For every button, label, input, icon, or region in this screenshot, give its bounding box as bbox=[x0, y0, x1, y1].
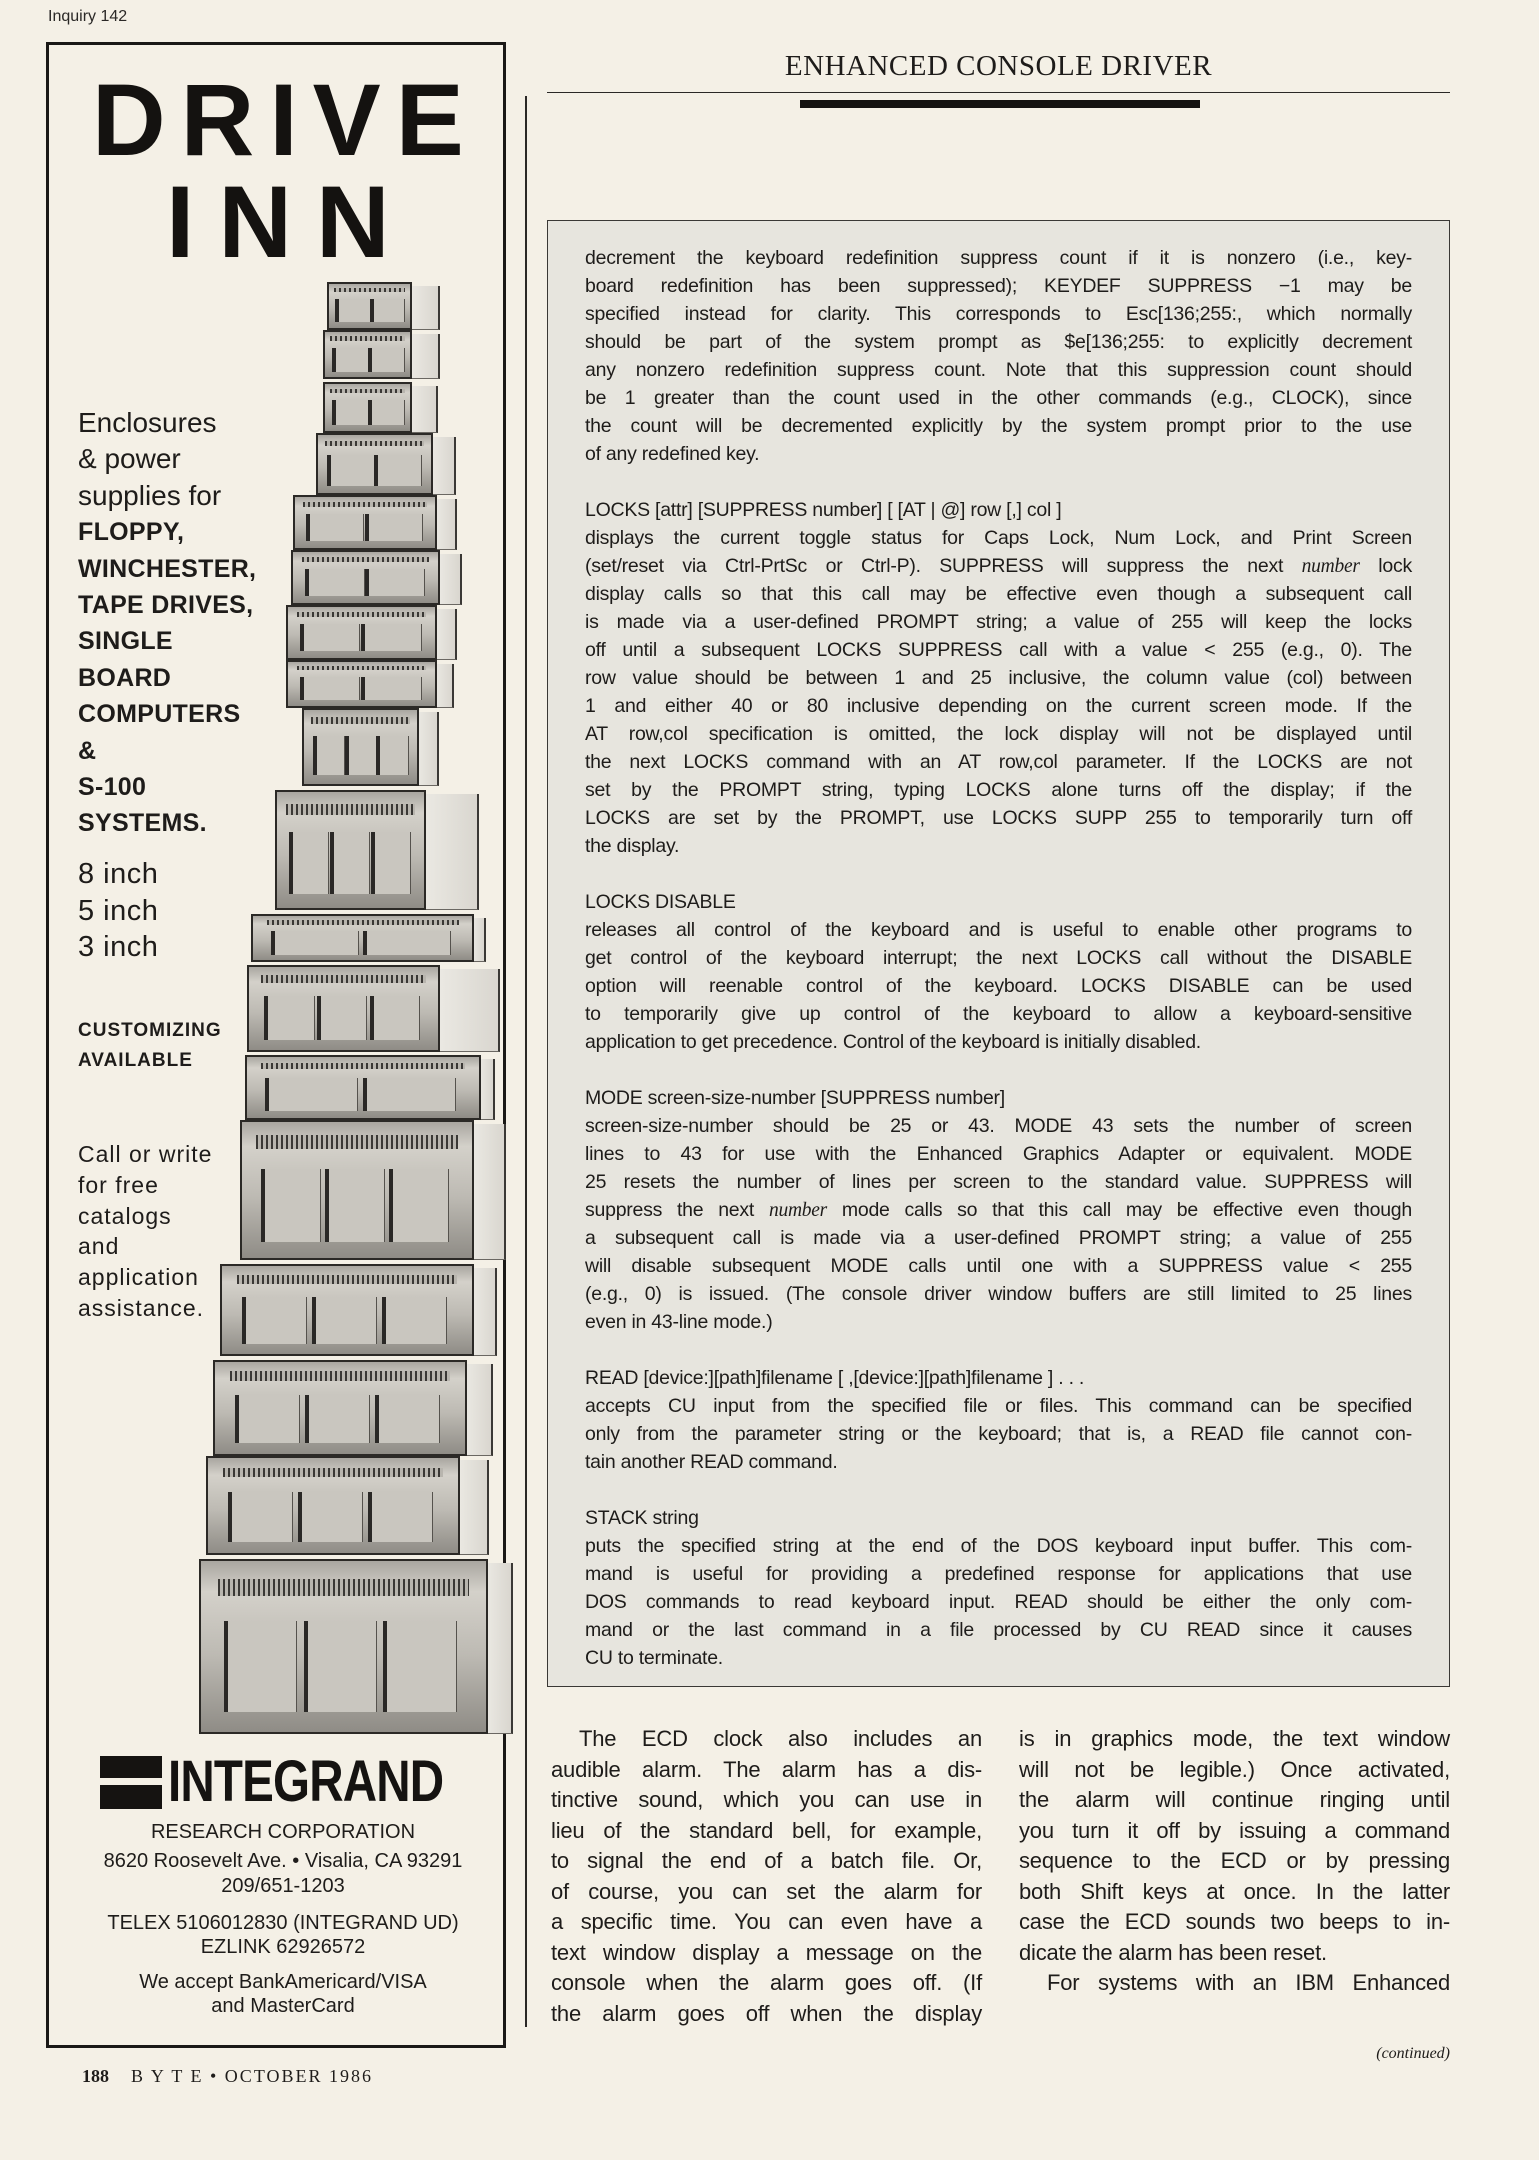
text-line: screen-size-number should be 25 or 43. MODE 43 sets the number of screen bbox=[585, 1115, 1412, 1137]
text-line: LOCKS are set by the PROMPT, use LOCKS SUPP 255 to temporarily turn off bbox=[585, 807, 1412, 829]
call-line: Call or write bbox=[78, 1141, 213, 1167]
drive-bay bbox=[361, 677, 422, 700]
feature-line: COMPUTERS bbox=[78, 700, 241, 729]
feature-line: & power bbox=[78, 443, 181, 475]
text-line: will disable subsequent MODE calls until one with a SUPPRESS value < 255 bbox=[585, 1255, 1412, 1277]
text-line: decrement the keyboard redefinition suppress count if it is nonzero (i.e., key- bbox=[585, 247, 1412, 269]
text-line: mand is useful for providing a predefined response for applications that use bbox=[585, 1563, 1412, 1585]
drive-bay bbox=[306, 514, 364, 541]
text-line: to signal the end of a batch file. Or, bbox=[551, 1848, 982, 1873]
text-line: dicate the alarm has been reset. bbox=[1019, 1939, 1327, 1965]
text-line: tinctive sound, which you can use in bbox=[551, 1787, 982, 1812]
page-footer bbox=[82, 2066, 373, 2087]
feature-line: SYSTEMS. bbox=[78, 809, 207, 838]
drive-bay bbox=[261, 1169, 321, 1241]
feature-line: S-100 bbox=[78, 773, 147, 802]
drive-bay bbox=[271, 931, 359, 954]
text-line: be 1 greater than the count used in the other commands (e.g., CLOCK), since bbox=[585, 387, 1412, 409]
vent-slots bbox=[311, 717, 410, 724]
text-line: sequence to the ECD or by pressing bbox=[1019, 1848, 1450, 1873]
enclosure-side bbox=[431, 437, 456, 495]
drive-bay bbox=[363, 931, 451, 954]
text-line: is in graphics mode, the text window bbox=[1019, 1726, 1450, 1751]
drive-bay bbox=[335, 299, 371, 322]
vent-slots bbox=[267, 920, 459, 924]
drive-bay bbox=[383, 1621, 456, 1711]
enclosure-side bbox=[479, 1059, 495, 1120]
command-syntax: READ [device:][path]filename [ ,[device:][path]filename ] . . . bbox=[585, 1367, 1085, 1389]
vent-slots bbox=[286, 804, 416, 816]
text-line: CU to terminate. bbox=[585, 1647, 723, 1669]
drive-bay bbox=[317, 996, 367, 1041]
text-line: set by the PROMPT string, typing LOCKS alone turns off the display; if the bbox=[585, 779, 1412, 801]
enclosure-side bbox=[435, 499, 457, 550]
enclosure-unit bbox=[206, 1456, 460, 1555]
text-line: the alarm goes off when the display bbox=[551, 2000, 982, 2026]
italic-term: number bbox=[768, 1200, 828, 1221]
enclosure-side bbox=[472, 1268, 497, 1356]
text-line: tain another READ command. bbox=[585, 1451, 838, 1473]
text-line: should be part of the system prompt as $e[136;255: to explicitly decrement bbox=[585, 331, 1412, 353]
text-fragment: lock bbox=[1359, 555, 1412, 577]
enclosure-unit bbox=[286, 660, 437, 708]
enclosure-side bbox=[410, 386, 437, 433]
enclosure-unit bbox=[302, 708, 419, 786]
text-line: audible alarm. The alarm has a dis- bbox=[551, 1756, 982, 1782]
enclosure-side bbox=[472, 918, 486, 962]
text-line: For systems with an IBM Enhanced bbox=[1047, 1970, 1450, 1995]
call-line: and bbox=[78, 1233, 120, 1260]
command-reference-box bbox=[547, 220, 1450, 1687]
text-line: the next LOCKS command with an AT row,col parameter. If the LOCKS are not bbox=[585, 751, 1412, 773]
command-syntax: LOCKS DISABLE bbox=[585, 891, 736, 913]
ad-size-list bbox=[78, 856, 158, 966]
text-line: only from the parameter string or the keyboard; that is, a READ file cannot con- bbox=[585, 1423, 1412, 1445]
feature-line: Enclosures bbox=[78, 407, 217, 438]
company-phone: 209/651-1203 bbox=[221, 1875, 345, 1897]
drive-bay bbox=[332, 400, 369, 425]
company-ezlink: EZLINK 62926572 bbox=[200, 1936, 366, 1958]
page-number: 188 bbox=[82, 2066, 109, 2086]
enclosure-unit bbox=[275, 790, 426, 910]
drive-bay bbox=[371, 832, 411, 893]
size-line: 8 inch bbox=[78, 858, 159, 890]
text-line: case the ECD sounds two beeps to in- bbox=[1019, 1909, 1450, 1934]
command-syntax: LOCKS [attr] [SUPPRESS number] [ [AT | @] row [,] col ] bbox=[585, 499, 1062, 521]
text-line: lieu of the standard bell, for example, bbox=[551, 1817, 982, 1843]
text-fragment: (set/reset via Ctrl-PrtSc or Ctrl-P). SUPPRESS will suppress the next bbox=[585, 555, 1302, 577]
vent-slots bbox=[223, 1468, 443, 1477]
enclosure-side bbox=[458, 1460, 488, 1555]
drive-bay bbox=[368, 400, 405, 425]
text-line: console when the alarm goes off. (If bbox=[551, 1970, 982, 1995]
italic-term: number bbox=[1301, 556, 1360, 577]
vent-slots bbox=[261, 1063, 465, 1069]
ad-call-to-action bbox=[78, 1139, 212, 1324]
size-line: 3 inch bbox=[78, 931, 159, 963]
enclosure-side bbox=[410, 286, 440, 330]
text-line: display calls so that this call may be effective even though a subsequent call bbox=[585, 583, 1412, 605]
drive-bay bbox=[376, 736, 408, 775]
payment-line: and MasterCard bbox=[211, 1995, 355, 2017]
text-line: even in 43-line mode.) bbox=[585, 1311, 773, 1333]
text-line: is made via a user-defined PROMPT string; a value of 255 will keep the locks bbox=[585, 611, 1412, 633]
drive-bay bbox=[228, 1492, 293, 1542]
call-line: catalogs bbox=[78, 1202, 172, 1229]
enclosure-unit bbox=[220, 1264, 474, 1356]
feature-line: TAPE DRIVES, bbox=[78, 591, 254, 620]
text-line: displays the current toggle status for Caps Lock, Num Lock, and Print Screen bbox=[585, 527, 1412, 549]
text-line: mand or the last command in a file processed by CU READ since it causes bbox=[585, 1619, 1412, 1641]
text-line: row value should be between 1 and 25 inclusive, the column value (col) between bbox=[585, 667, 1412, 689]
feature-line: BOARD bbox=[78, 663, 172, 692]
text-line: the alarm will continue ringing until bbox=[1019, 1787, 1450, 1812]
command-section bbox=[585, 888, 1412, 1056]
drive-bay bbox=[370, 996, 420, 1041]
drive-bay bbox=[224, 1621, 297, 1711]
text-line: to temporarily give up control of the keyboard to allow a keyboard-sensitive bbox=[585, 1003, 1412, 1025]
company-address: 8620 Roosevelt Ave. • Visalia, CA 93291 bbox=[103, 1850, 463, 1872]
drive-bay bbox=[375, 1395, 440, 1444]
drive-bay bbox=[304, 1621, 377, 1711]
header-bar bbox=[800, 100, 1200, 108]
feature-line: WINCHESTER, bbox=[78, 554, 257, 583]
text-line: specified instead for clarity. This corresponds to Esc[136;255:, which normally bbox=[585, 303, 1412, 325]
vent-slots bbox=[302, 557, 429, 562]
vent-slots bbox=[325, 441, 424, 447]
drive-bay bbox=[382, 1297, 447, 1344]
drive-bay bbox=[264, 996, 314, 1041]
text-line: of any redefined key. bbox=[585, 443, 760, 465]
text-line: option will reenable control of the keyboard. LOCKS DISABLE can be used bbox=[585, 975, 1412, 997]
text-line: (e.g., 0) is issued. (The console driver window buffers are still limited to 25 lines bbox=[585, 1283, 1412, 1305]
drive-bay bbox=[330, 832, 370, 893]
drive-bay bbox=[374, 455, 422, 486]
drive-bay bbox=[298, 1492, 363, 1542]
enclosure-side bbox=[438, 969, 500, 1053]
drive-bay bbox=[305, 569, 365, 596]
enclosure-side bbox=[465, 1364, 492, 1456]
feature-line: SINGLE bbox=[78, 627, 173, 656]
drive-bay bbox=[305, 1395, 370, 1444]
text-line: a specific time. You can even have a bbox=[551, 1909, 982, 1934]
text-line: lines to 43 for use with the Enhanced Graphics Adapter or equivalent. MODE bbox=[585, 1143, 1412, 1165]
enclosure-unit bbox=[199, 1559, 488, 1733]
drive-bay bbox=[368, 1492, 433, 1542]
command-syntax: STACK string bbox=[585, 1507, 699, 1529]
enclosure-unit bbox=[213, 1360, 467, 1456]
enclosure-unit bbox=[247, 965, 439, 1053]
vent-slots bbox=[256, 1135, 458, 1149]
drive-bay bbox=[312, 1297, 377, 1344]
enclosure-unit bbox=[291, 550, 439, 605]
text-line: application to get precedence. Control of the keyboard is initially disabled. bbox=[585, 1031, 1201, 1053]
text-line: you turn it off by issuing a command bbox=[1019, 1817, 1450, 1843]
text-fragment: suppress the next bbox=[585, 1199, 769, 1221]
text-line: DOS commands to read keyboard input. READ should be either the only com- bbox=[585, 1591, 1412, 1613]
company-telex: TELEX 5106012830 (INTEGRAND UD) bbox=[107, 1912, 459, 1934]
text-line: The ECD clock also includes an bbox=[579, 1726, 982, 1751]
integrand-logo bbox=[100, 1749, 470, 1814]
inquiry-number: Inquiry 142 bbox=[48, 8, 128, 25]
text-line: will not be legible.) Once activated, bbox=[1019, 1756, 1450, 1782]
enclosure-side bbox=[410, 334, 440, 379]
ad-title-inn: INN bbox=[166, 165, 414, 279]
vent-slots bbox=[297, 612, 427, 617]
command-section bbox=[585, 496, 1412, 860]
feature-line: & bbox=[78, 736, 97, 765]
drive-bay bbox=[242, 1297, 307, 1344]
text-line: accepts CU input from the specified file or files. This command can be specified bbox=[585, 1395, 1412, 1417]
command-syntax: MODE screen-size-number [SUPPRESS number] bbox=[585, 1087, 1005, 1109]
logo-wordmark: INTEGRAND bbox=[168, 1749, 444, 1814]
feature-line: FLOPPY, bbox=[78, 518, 185, 547]
enclosure-unit bbox=[327, 282, 412, 330]
drive-bay bbox=[365, 569, 425, 596]
call-line: application bbox=[78, 1264, 199, 1291]
text-line bbox=[585, 552, 1412, 580]
text-line: any nonzero redefinition suppress count. Note that this suppression count should bbox=[585, 359, 1412, 381]
company-name: RESEARCH CORPORATION bbox=[150, 1821, 416, 1843]
enclosure-tower-photo bbox=[0, 0, 1, 1]
enclosure-side bbox=[435, 609, 457, 660]
header-rule bbox=[547, 92, 1450, 93]
enclosure-unit bbox=[245, 1055, 481, 1120]
column-divider bbox=[525, 96, 527, 2027]
ad-feature-list bbox=[78, 405, 256, 842]
command-section bbox=[585, 1504, 1412, 1672]
enclosure-side bbox=[435, 664, 454, 708]
enclosure-side bbox=[472, 1124, 506, 1260]
vent-slots bbox=[230, 1371, 450, 1380]
text-line: off until a subsequent LOCKS SUPPRESS call with a value < 255 (e.g., 0). The bbox=[585, 639, 1412, 661]
enclosure-unit bbox=[293, 495, 437, 550]
drive-bay bbox=[345, 736, 377, 775]
enclosure-side bbox=[438, 554, 463, 605]
text-line: board redefinition has been suppressed); KEYDEF SUPPRESS −1 may be bbox=[585, 275, 1412, 297]
text-line: AT row,col specification is omitted, the lock display will not be displayed until bbox=[585, 723, 1412, 745]
text-line: releases all control of the keyboard and is useful to enable other programs to bbox=[585, 919, 1412, 941]
drive-bay bbox=[289, 832, 329, 893]
text-line: text window display a message on the bbox=[551, 1939, 982, 1965]
customizing-line: CUSTOMIZING bbox=[78, 1020, 222, 1041]
drive-bay bbox=[368, 348, 405, 372]
logo-bar-mark bbox=[100, 1756, 162, 1809]
drive-bay bbox=[325, 1169, 385, 1241]
vent-slots bbox=[330, 389, 405, 394]
text-line: a subsequent call is made via a user-defined PROMPT string; a value of 255 bbox=[585, 1227, 1412, 1249]
text-line: get control of the keyboard interrupt; the next LOCKS call without the DISABLE bbox=[585, 947, 1412, 969]
command-section bbox=[585, 1084, 1412, 1336]
enclosure-side bbox=[417, 712, 439, 786]
enclosure-unit bbox=[240, 1120, 474, 1260]
text-fragment: mode calls so that this call may be effective even though bbox=[827, 1199, 1412, 1221]
enclosure-unit bbox=[286, 605, 437, 660]
customizing-line: AVAILABLE bbox=[78, 1050, 193, 1071]
text-line bbox=[585, 1196, 1412, 1224]
continued-note: (continued) bbox=[1376, 2045, 1450, 2062]
drive-bay bbox=[313, 736, 345, 775]
feature-line: supplies for bbox=[78, 479, 222, 511]
drive-bay bbox=[300, 677, 361, 700]
vent-slots bbox=[303, 502, 426, 507]
drive-bay bbox=[361, 624, 422, 651]
enclosure-unit bbox=[251, 914, 474, 962]
article-running-header: ENHANCED CONSOLE DRIVER bbox=[784, 50, 1213, 82]
article-column-1 bbox=[551, 1724, 982, 2029]
drive-bay bbox=[327, 455, 375, 486]
text-line: the display. bbox=[585, 835, 680, 857]
text-line: both Shift keys at once. In the latter bbox=[1019, 1878, 1450, 1904]
vent-slots bbox=[218, 1579, 468, 1596]
vent-slots bbox=[334, 288, 405, 292]
enclosure-side bbox=[486, 1563, 513, 1733]
text-line: 1 and either 40 or 80 inclusive depending on the current screen mode. If the bbox=[585, 695, 1412, 717]
enclosure-side bbox=[424, 794, 479, 910]
drive-bay bbox=[300, 624, 361, 651]
drive-bay bbox=[389, 1169, 449, 1241]
drive-bay bbox=[235, 1395, 300, 1444]
drive-bay bbox=[265, 1078, 358, 1110]
drive-bay bbox=[365, 514, 423, 541]
vent-slots bbox=[297, 666, 427, 670]
drive-bay bbox=[370, 299, 406, 322]
text-line: 25 resets the number of lines per screen to the standard value. SUPPRESS will bbox=[585, 1171, 1412, 1193]
size-line: 5 inch bbox=[78, 894, 159, 927]
text-line: of course, you can set the alarm for bbox=[551, 1878, 982, 1904]
text-line: puts the specified string at the end of the DOS keyboard input buffer. This com- bbox=[585, 1535, 1412, 1557]
vent-slots bbox=[330, 336, 405, 341]
enclosure-unit bbox=[323, 330, 412, 379]
vent-slots bbox=[237, 1275, 457, 1284]
magazine-issue: B Y T E • OCTOBER 1986 bbox=[131, 2066, 373, 2086]
payment-line: We accept BankAmericard/VISA bbox=[139, 1971, 427, 1993]
drive-bay bbox=[363, 1078, 456, 1110]
command-section bbox=[585, 1364, 1412, 1476]
call-line: assistance. bbox=[78, 1294, 205, 1321]
drive-bay bbox=[332, 348, 369, 372]
call-line: for free bbox=[78, 1171, 159, 1198]
enclosure-unit bbox=[323, 382, 412, 433]
text-line: the count will be decremented explicitly by the system prompt prior to the use bbox=[585, 415, 1412, 437]
enclosure-unit bbox=[316, 433, 433, 495]
vent-slots bbox=[261, 975, 427, 983]
ad-title-drive: DRIVE bbox=[92, 63, 479, 177]
article-column-2 bbox=[1019, 1724, 1450, 1999]
command-section bbox=[585, 244, 1412, 468]
ad-customizing-note bbox=[78, 1016, 222, 1076]
